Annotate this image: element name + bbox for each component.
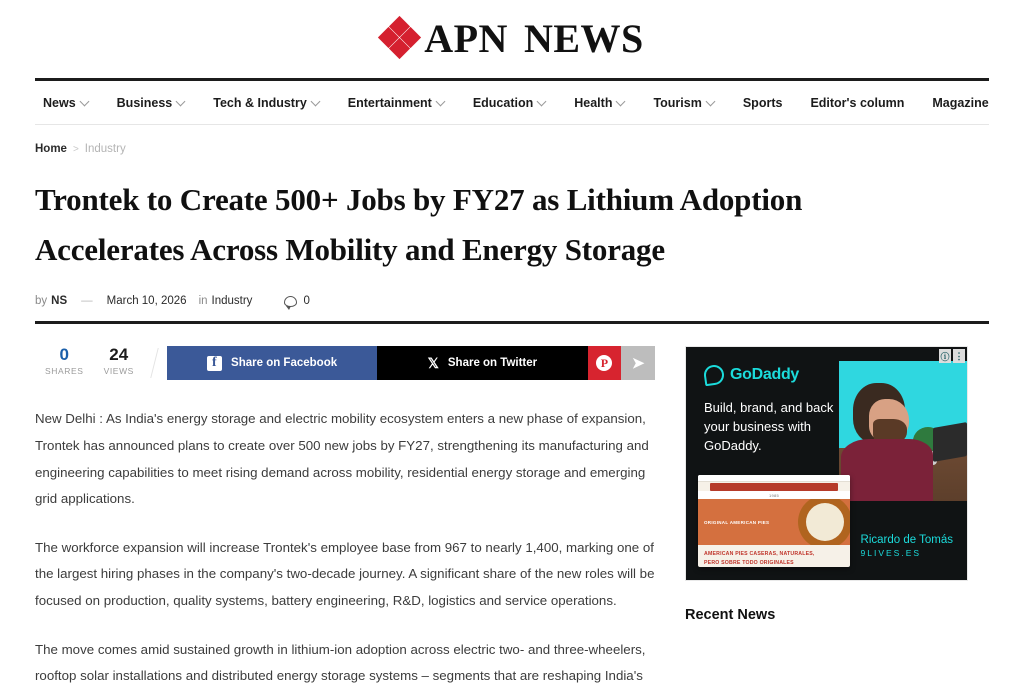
nav-item-entertainment[interactable] <box>334 81 459 124</box>
chevron-down-icon <box>538 98 546 106</box>
share-twitter-button[interactable] <box>377 346 587 380</box>
twitter-x-icon: 𝕏 <box>427 355 439 372</box>
share-bar <box>35 346 655 380</box>
mock-hero-text <box>704 511 770 529</box>
nav-list <box>35 81 989 124</box>
nav-item-label: Sports <box>742 95 783 110</box>
share-twitter-label: Share on Twitter <box>447 357 538 370</box>
nav-item-label: News <box>43 95 76 110</box>
chevron-down-icon <box>312 98 320 106</box>
nav-item-magazine[interactable] <box>918 81 1002 124</box>
views-label: VIEWS <box>103 366 134 377</box>
browser-chrome-bar <box>698 475 850 482</box>
nav-item-education[interactable] <box>459 81 560 124</box>
nav-item-label: Tech & Industry <box>213 95 307 110</box>
godaddy-logo <box>704 365 844 385</box>
nav-item-label: Education <box>472 95 534 110</box>
nav-item-label: Tourism <box>653 95 702 110</box>
site-masthead <box>0 0 1024 78</box>
comment-count: 0 <box>303 295 310 308</box>
mock-hero-heading: ORIGINAL AMERICAN PIES <box>704 520 770 526</box>
mock-site-caption <box>698 545 850 567</box>
share-facebook-label: Share on Facebook <box>231 357 338 370</box>
ad-copy-block <box>704 365 844 456</box>
nav-item-news[interactable] <box>35 81 103 124</box>
nav-item-health[interactable] <box>560 81 639 124</box>
site-logo-text <box>424 16 644 61</box>
nav-item-label: Business <box>116 95 173 110</box>
chevron-down-icon <box>177 98 185 106</box>
shares-stat <box>35 346 94 380</box>
views-stat <box>94 346 144 380</box>
byline-dash: — <box>81 295 93 308</box>
nav-item-editors-column[interactable] <box>796 81 918 124</box>
person-body-shape <box>841 439 933 501</box>
mock-site-brand: 1985 <box>768 492 780 498</box>
ad-photo <box>839 361 967 501</box>
byline-author[interactable]: NS <box>51 295 68 308</box>
sidebar <box>685 346 970 683</box>
godaddy-mark-icon <box>703 364 726 387</box>
mock-site-topbar <box>710 483 838 491</box>
comment-count-link[interactable] <box>284 295 309 307</box>
chevron-down-icon <box>437 98 445 106</box>
content-area <box>35 324 989 683</box>
byline-category[interactable]: Industry <box>211 295 253 308</box>
logo-text-secondary: NEWS <box>523 16 644 61</box>
chevron-down-icon <box>707 98 715 106</box>
ad-browser-mockup <box>698 475 850 567</box>
red-diamond-cluster-icon <box>380 19 420 59</box>
ad-tagline: Build, brand, and back your business with GoDaddy. <box>704 400 834 454</box>
byline-date: March 10, 2026 <box>106 295 187 308</box>
nav-item-label: Health <box>574 95 613 110</box>
facebook-icon <box>207 356 222 371</box>
godaddy-advertisement[interactable] <box>685 346 968 581</box>
nav-item-tech-industry[interactable] <box>199 81 334 124</box>
share-divider <box>150 348 158 378</box>
share-pinterest-button[interactable] <box>588 346 622 380</box>
breadcrumb <box>35 143 989 155</box>
byline-by-label: by <box>35 295 48 308</box>
breadcrumb-current: Industry <box>84 143 126 155</box>
mock-site-nav <box>698 491 850 499</box>
share-more-button[interactable] <box>621 346 655 380</box>
share-arrow-icon: ➤ <box>631 354 645 372</box>
byline-in-label: in <box>198 295 208 308</box>
nav-item-tourism[interactable] <box>639 81 728 124</box>
article-byline <box>35 295 989 307</box>
laptop-shape <box>933 422 967 462</box>
site-logo[interactable] <box>380 16 644 61</box>
mock-site-hero <box>698 499 850 545</box>
chevron-down-icon <box>81 98 89 106</box>
article-main-column <box>35 346 655 683</box>
comment-bubble-icon <box>284 296 297 307</box>
godaddy-brand-label: GoDaddy <box>730 366 800 384</box>
nav-item-label: Magazine <box>932 95 989 110</box>
page-title: Trontek to Create 500+ Jobs by FY27 as Lithium Adoption Accelerates Across Mobility and Energy Storage <box>35 182 803 268</box>
vertical-dots-icon[interactable]: ⋮ <box>953 349 965 363</box>
article-paragraph: New Delhi : As India's energy storage and electric mobility ecosystem enters a new phase of expansion, Trontek has announced plans to create over 500 new jobs by FY27, strengthening its manufacturing and engineering capabilities to meet rising demand across mobility, residential energy storage and emerging grid applications. <box>35 411 649 507</box>
nav-item-sports[interactable] <box>729 81 797 124</box>
breadcrumb-separator: > <box>72 143 79 155</box>
article-paragraph: The workforce expansion will increase Trontek's employee base from 967 to nearly 1,400, marking one of the largest hiring phases in the company's two-decade journey. A significant share of the new roles will be focused on production, quality systems, battery engineering, R&D, logistics and service operations. <box>35 539 655 608</box>
ad-choices-controls <box>939 349 965 363</box>
logo-text-primary: APN <box>424 16 508 61</box>
ad-credit-name: Ricardo de Tomás <box>860 534 953 547</box>
nav-item-label: Entertainment <box>347 95 432 110</box>
shares-label: SHARES <box>45 366 84 377</box>
chevron-down-icon <box>617 98 625 106</box>
mock-caption-line-2: PERO SOBRE TODO ORIGINALES <box>704 559 794 566</box>
shares-count: 0 <box>59 345 70 365</box>
share-facebook-button[interactable] <box>167 346 377 380</box>
recent-news-heading: Recent News <box>685 607 776 624</box>
breadcrumb-home-link[interactable]: Home <box>35 143 67 155</box>
nav-item-label: Editor's column <box>810 95 905 110</box>
ad-credit <box>861 534 953 558</box>
pie-image <box>798 499 850 545</box>
views-count: 24 <box>109 345 129 365</box>
pinterest-icon: P <box>596 355 612 371</box>
mock-caption-line-1: AMERICAN PIES CASERAS, NATURALES, <box>704 551 815 558</box>
main-navigation <box>35 78 989 125</box>
ad-credit-site: 9LIVES.ES <box>860 548 922 559</box>
nav-item-business[interactable] <box>103 81 200 124</box>
article-paragraph: The move comes amid sustained growth in lithium-ion adoption across electric two- and three-wheelers, rooftop solar installations and distributed energy storage systems – segments that are reshaping India's <box>35 641 646 683</box>
info-circle-icon[interactable]: ⓘ <box>939 349 951 363</box>
